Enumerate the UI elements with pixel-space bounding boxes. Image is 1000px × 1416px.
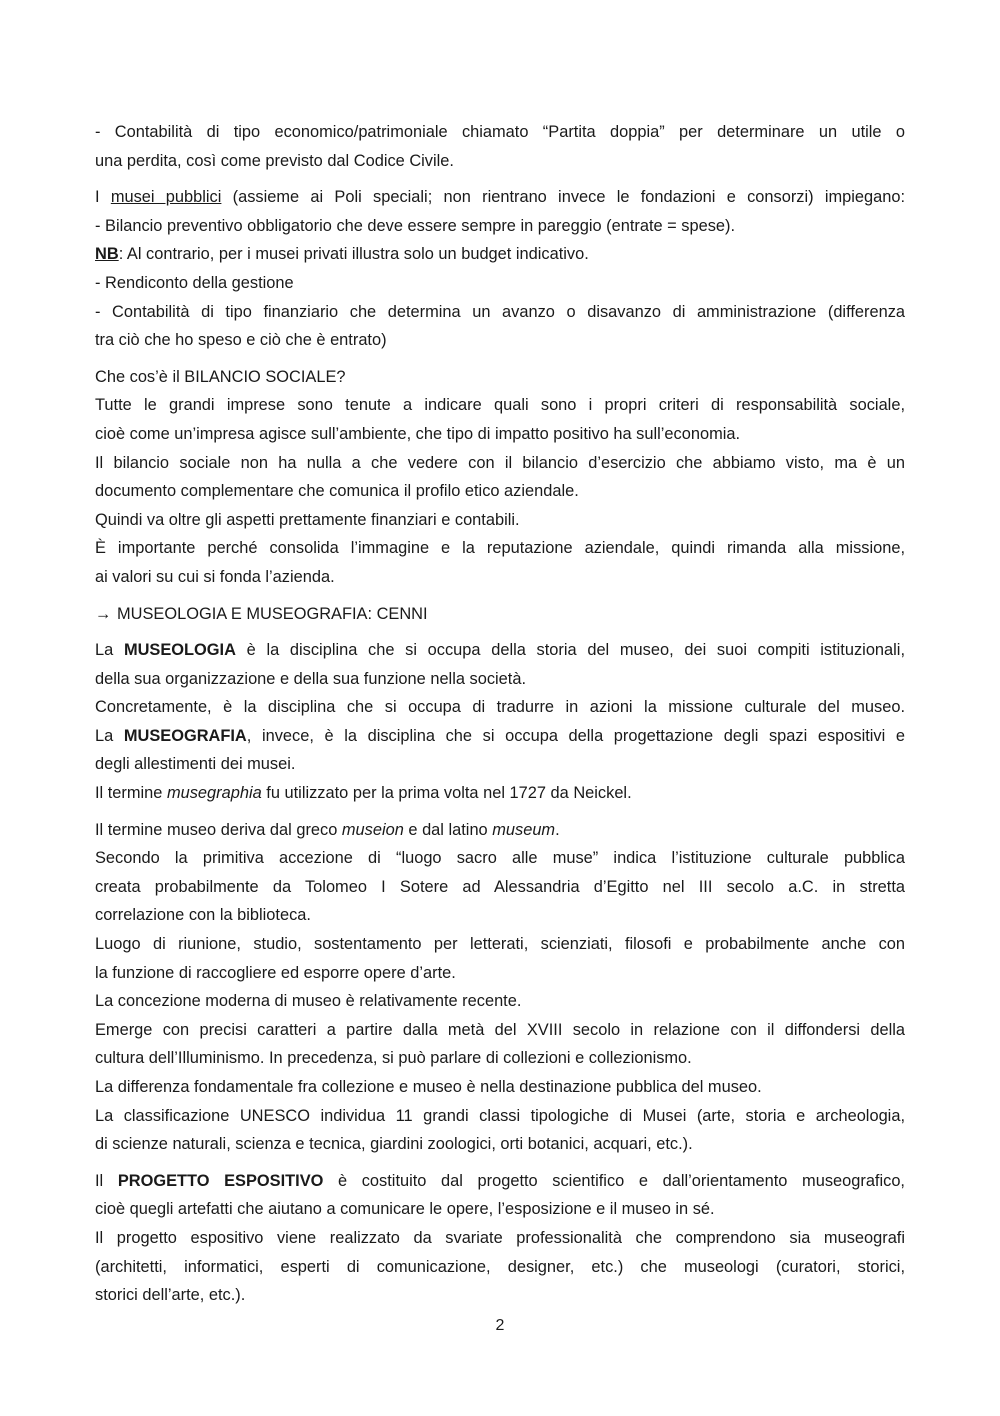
text-line: La MUSEOLOGIA è la disciplina che si occupa della storia del museo, dei suoi compiti istituzionali, <box>95 641 905 660</box>
section-heading <box>95 600 905 629</box>
text-line: Quindi va oltre gli aspetti prettamente finanziari e contabili. <box>95 510 520 529</box>
text-line: La differenza fondamentale fra collezione e museo è nella destinazione pubblica del museo. <box>95 1078 762 1096</box>
text-line: storici dell’arte, etc.). <box>95 1286 246 1305</box>
text-line: della sua organizzazione e della sua funzione nella società. <box>95 669 526 688</box>
paragraph-musei-pubblici <box>95 183 905 355</box>
bold-term: MUSEOLOGIA <box>123 641 236 660</box>
text-line: - Rendiconto della gestione <box>95 273 294 292</box>
text-line: documento complementare che comunica il profilo etico aziendale. <box>95 482 579 501</box>
text-line: Secondo la primitiva accezione di “luogo sacro alle muse” indica l’istituzione culturale pubblica <box>95 849 905 868</box>
text-line: una perdita, così come previsto dal Codice Civile. <box>95 151 454 170</box>
text-line: Il bilancio sociale non ha nulla a che vedere con il bilancio d’esercizio che abbiamo visto, ma è un <box>95 453 905 472</box>
text-line: Il PROGETTO ESPOSITIVO è costituito dal progetto scientifico e dall’orientamento museografico, <box>95 1171 905 1190</box>
text-line: - Bilancio preventivo obbligatorio che deve essere sempre in pareggio (entrate = spese). <box>95 216 736 235</box>
text-line: ai valori su cui si fonda l’azienda. <box>95 567 335 586</box>
arrow-right-icon: → <box>95 604 112 623</box>
text-line: Il termine museo deriva dal greco museion e dal latino museum. <box>95 820 560 839</box>
text-line: La classificazione UNESCO individua 11 grandi classi tipologiche di Musei (arte, storia e archeologia, <box>95 1106 905 1125</box>
text-line: La concezione moderna di museo è relativamente recente. <box>95 992 522 1011</box>
text-line: degli allestimenti dei musei. <box>95 755 296 774</box>
text-line: Il progetto espositivo viene realizzato da svariate professionalità che comprendono sia museografi <box>95 1228 905 1247</box>
bold-term: PROGETTO ESPOSITIVO <box>117 1171 324 1190</box>
paragraph-museologia <box>95 636 905 808</box>
text-line: creata probabilmente da Tolomeo I Sotere ad Alessandria d’Egitto nel III secolo a.C. in stretta <box>95 877 905 896</box>
section-heading-text: MUSEOLOGIA E MUSEOGRAFIA: CENNI <box>117 604 428 623</box>
text-line: cultura dell’Illuminismo. In precedenza, si può parlare di collezioni e collezionismo. <box>95 1049 692 1068</box>
italic-term: museion <box>341 820 404 839</box>
italic-term: museum <box>492 820 556 839</box>
text-line: di scienze naturali, scienza e tecnica, giardini zoologici, orti botanici, acquari, etc.). <box>95 1135 693 1154</box>
paragraph-bilancio-sociale <box>95 363 905 592</box>
paragraph-origine-museo <box>95 816 905 1159</box>
paragraph-progetto-espositivo <box>95 1167 905 1310</box>
paragraph-partita-doppia <box>95 118 905 175</box>
text-line: NB: Al contrario, per i musei privati illustra solo un budget indicativo. <box>95 245 589 264</box>
italic-term: musegraphia <box>166 784 262 803</box>
text-line: Luogo di riunione, studio, sostentamento per letterati, scienziati, filosofi e probabilmente anche con <box>95 935 905 954</box>
underlined-term: musei pubblici <box>110 188 222 207</box>
text-line: tra ciò che ho speso e ciò che è entrato) <box>95 331 387 350</box>
text-line: I musei pubblici (assieme ai Poli speciali; non rientrano invece le fondazioni e consorzi) impiegano: <box>95 188 906 207</box>
bold-term: MUSEOGRAFIA <box>123 726 247 745</box>
text-line: la funzione di raccogliere ed esporre opere d’arte. <box>95 963 456 982</box>
text-line: Che cos’è il BILANCIO SOCIALE? <box>95 367 346 386</box>
text-line: Tutte le grandi imprese sono tenute a indicare quali sono i propri criteri di responsabilità sociale, <box>95 396 905 415</box>
text-line: La MUSEOGRAFIA, invece, è la disciplina che si occupa della progettazione degli spazi espositivi e <box>95 726 905 745</box>
text-line: Il termine musegraphia fu utilizzato per la prima volta nel 1727 da Neickel. <box>95 784 632 803</box>
text-line: - Contabilità di tipo finanziario che determina un avanzo o disavanzo di amministrazione (differenza <box>95 302 905 321</box>
text-line: (architetti, informatici, esperti di comunicazione, designer, etc.) che museologi (curatori, storici, <box>95 1257 905 1276</box>
text-line: cioè quegli artefatti che aiutano a comunicare le opere, l’esposizione e il museo in sé. <box>95 1200 715 1219</box>
page-number: 2 <box>495 1317 505 1334</box>
text-line: È importante perché consolida l’immagine e la reputazione aziendale, quindi rimanda alla missione, <box>95 539 905 558</box>
text-line: cioè come un’impresa agisce sull’ambiente, che tipo di impatto positivo ha sull’economia. <box>95 424 741 443</box>
text-line: Emerge con precisi caratteri a partire dalla metà del XVIII secolo in relazione con il diffondersi della <box>95 1020 905 1039</box>
text-line: - Contabilità di tipo economico/patrimoniale chiamato “Partita doppia” per determinare un utile o <box>95 123 905 141</box>
text-line: correlazione con la biblioteca. <box>95 906 311 925</box>
text-line: Concretamente, è la disciplina che si occupa di tradurre in azioni la missione culturale del museo. <box>95 698 905 717</box>
page-content <box>95 118 905 1310</box>
nb-label: NB <box>95 245 119 264</box>
